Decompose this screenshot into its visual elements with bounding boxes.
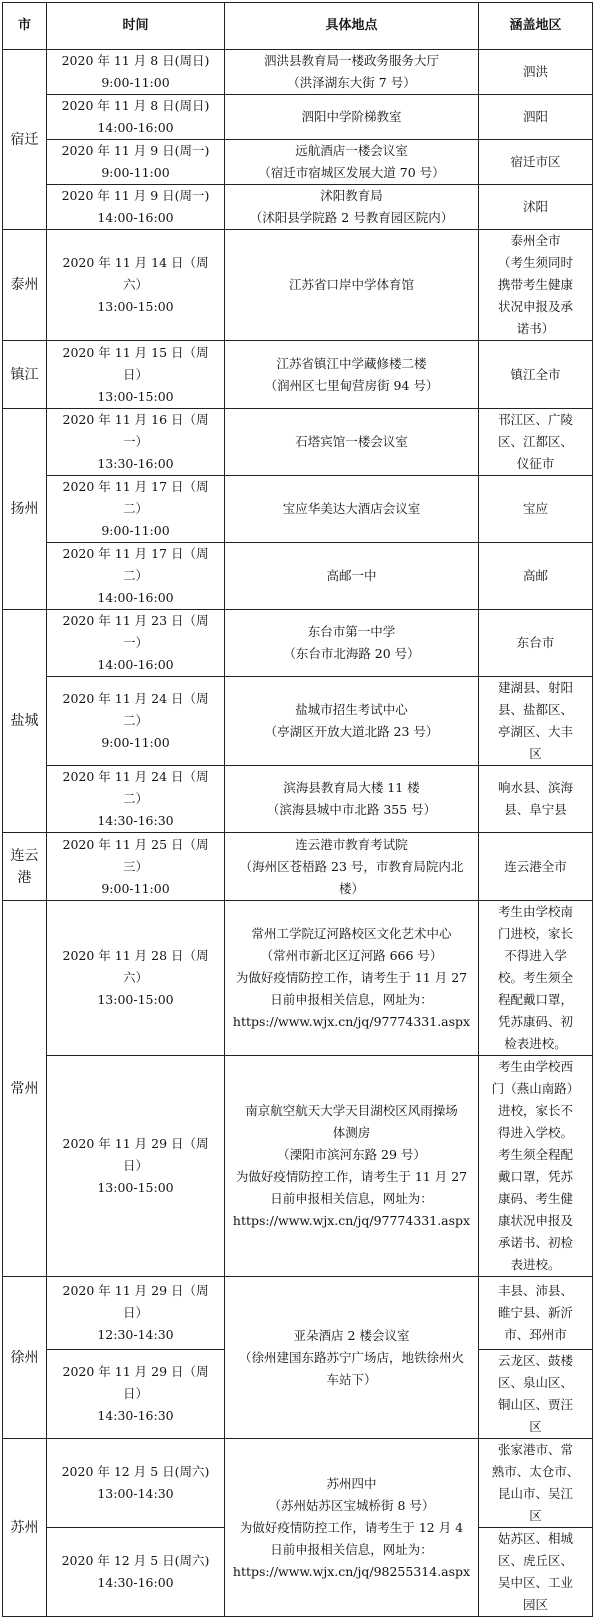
location-line: 日前申报相关信息，网址为：: [270, 1191, 433, 1206]
location-cell: [225, 677, 479, 766]
region-line: 区、泉山区、: [497, 1375, 573, 1390]
region-line: 得进入学校。: [497, 1125, 573, 1140]
location-line: 连云港市教育考试院: [295, 836, 408, 852]
table-row: [3, 476, 593, 543]
region-line: 状况申报及承: [497, 299, 573, 314]
time-line: 13:00-15:00: [97, 1180, 174, 1195]
table-row: [3, 95, 593, 140]
table-row: [3, 901, 593, 1056]
region-line: 县、阜宁县: [504, 802, 567, 817]
region-line: 睢宁县、新沂: [497, 1305, 573, 1320]
time-line: 14:30-16:30: [97, 813, 174, 828]
region-cell: [479, 1056, 593, 1277]
time-line: 一）: [122, 635, 148, 650]
location-line: 苏州四中: [326, 1475, 377, 1491]
time-line: 日）: [122, 1158, 148, 1173]
location-line: 石塔宾馆一楼会议室: [295, 434, 408, 449]
table-row: [3, 677, 593, 766]
time-cell: [47, 833, 225, 901]
schedule-table: [2, 2, 593, 1617]
region-line: 承诺书、初检: [497, 1235, 573, 1250]
location-line: （海州区苍梧路 23 号，市教育局院内北: [239, 858, 464, 874]
location-line: （苏州姑苏区宝城桥街 8 号）: [268, 1497, 435, 1513]
location-line: 车站下）: [326, 1371, 377, 1387]
location-line: 盐城市招生考试中心: [295, 702, 408, 717]
location-line: 江苏省镇江中学藏修楼二楼: [276, 355, 427, 371]
time-cell: [47, 677, 225, 766]
region-line: 表进校。: [510, 1257, 561, 1272]
region-cell: [479, 833, 593, 901]
region-cell: [479, 230, 593, 341]
region-line: 门进校，家长: [497, 926, 573, 941]
table-row: [3, 1056, 593, 1277]
region-cell: [479, 95, 593, 140]
time-line: 二）: [122, 791, 148, 806]
time-cell: [47, 1277, 225, 1350]
time-cell: [47, 341, 225, 409]
location-line: （常州市新北区辽河路 666 号）: [260, 948, 443, 963]
time-line: 六）: [122, 970, 148, 985]
time-line: 三）: [122, 858, 148, 874]
time-line: 二）: [122, 713, 148, 728]
region-line: 仪征市: [516, 456, 555, 471]
location-line: （沭阳县学院路 2 号教育园区院内）: [249, 210, 454, 225]
region-line: 东台市: [516, 635, 555, 650]
region-line: 诺书）: [516, 321, 555, 336]
location-cell: [225, 140, 479, 185]
region-line: 响水县、滨海: [497, 780, 573, 795]
region-cell: [479, 1277, 593, 1350]
region-line: 康状况申报及: [497, 1213, 573, 1228]
location-line: 楼）: [338, 880, 364, 896]
region-line: 云龙区、鼓楼: [497, 1353, 573, 1368]
location-line: 常州工学院辽河路校区文化艺术中心: [251, 926, 452, 941]
location-line: （润州区七里甸营房街 94 号）: [264, 377, 439, 393]
time-line: 2020 年 11 月 24 日（周: [62, 769, 209, 784]
time-line: 9:00-11:00: [101, 735, 170, 750]
time-cell: [47, 1439, 225, 1528]
location-line: 为做好疫情防控工作，请考生于 11 月 27: [235, 1169, 468, 1184]
time-line: 2020 年 12 月 5 日(周六): [61, 1553, 210, 1568]
region-line: 连云港全市: [504, 858, 567, 874]
region-cell: [479, 409, 593, 476]
time-cell: [47, 901, 225, 1056]
time-cell: [47, 610, 225, 677]
city-cell: 镇江: [3, 341, 47, 409]
region-line: 沭阳: [522, 199, 548, 214]
location-line: 日前申报相关信息，网址为：: [270, 992, 433, 1007]
location-line: 沭阳教育局: [320, 188, 383, 203]
location-line: （滨海县城中市北路 355 号）: [266, 802, 437, 817]
time-line: 14:30-16:00: [97, 1575, 174, 1590]
location-cell: [225, 185, 479, 230]
location-line: https://www.wjx.cn/jq/97774331.aspx: [232, 1014, 471, 1029]
time-cell: [47, 476, 225, 543]
location-line: 南京航空航天大学天目湖校区风雨操场: [245, 1103, 458, 1118]
city-cell: 扬州: [3, 409, 47, 610]
region-line: 园区: [522, 1597, 548, 1612]
table-row: [3, 610, 593, 677]
table-row: [3, 1439, 593, 1528]
region-cell: [479, 610, 593, 677]
time-line: 2020 年 11 月 25 日（周: [62, 836, 209, 852]
location-line: 为做好疫情防控工作，请考生于 12 月 4: [239, 1519, 464, 1535]
region-cell: [479, 1528, 593, 1617]
location-line: （东台市北海路 20 号）: [283, 646, 420, 661]
location-cell: [225, 1277, 479, 1439]
region-line: 戴口罩，凭苏: [497, 1169, 573, 1184]
region-cell: [479, 1439, 593, 1528]
table-row: [3, 766, 593, 833]
time-line: 14:00-16:00: [97, 657, 174, 672]
region-line: 昆山市、吴江: [497, 1486, 573, 1501]
region-line: 吴中区、工业: [497, 1575, 573, 1590]
region-line: 丰县、沛县、: [497, 1283, 573, 1298]
time-cell: [47, 50, 225, 95]
location-line: 体测房: [332, 1125, 371, 1140]
region-cell: [479, 341, 593, 409]
table-row: [3, 409, 593, 476]
time-cell: [47, 95, 225, 140]
time-line: 13:00-15:00: [97, 388, 174, 404]
time-line: 2020 年 11 月 17 日（周: [62, 479, 209, 494]
location-line: 泗洪县教育局一楼政务服务大厅: [263, 53, 439, 68]
header-city: 市: [3, 3, 47, 50]
region-line: 进校，家长不: [497, 1103, 573, 1118]
region-cell: [479, 543, 593, 610]
city-cell: 苏州: [3, 1439, 47, 1617]
table-body: [3, 50, 593, 1617]
time-line: 2020 年 11 月 24 日（周: [62, 691, 209, 706]
region-line: 康码、考生健: [497, 1191, 573, 1206]
city-cell: 徐州: [3, 1277, 47, 1439]
city-cell: 泰州: [3, 230, 47, 341]
time-line: 2020 年 12 月 5 日(周六): [61, 1464, 210, 1479]
table-row: [3, 341, 593, 409]
location-cell: [225, 901, 479, 1056]
time-cell: [47, 1056, 225, 1277]
time-line: 13:00-15:00: [97, 992, 174, 1007]
time-line: 9:00-11:00: [101, 880, 170, 896]
location-line: 东台市第一中学: [307, 624, 396, 639]
time-line: 二）: [122, 501, 148, 516]
location-cell: [225, 409, 479, 476]
time-line: 13:30-16:00: [97, 456, 174, 471]
city-cell: [3, 833, 47, 901]
region-line: 区、虎丘区、: [497, 1553, 573, 1568]
region-line: 区: [529, 746, 542, 761]
location-line: （亭湖区开放大道北路 23 号）: [264, 724, 439, 739]
time-line: 2020 年 11 月 29 日（周: [62, 1283, 209, 1298]
time-line: 一）: [122, 434, 148, 449]
region-line: 检表进校。: [504, 1036, 567, 1051]
location-cell: [225, 95, 479, 140]
location-cell: [225, 476, 479, 543]
location-line: 亚朵酒店 2 楼会议室: [293, 1327, 410, 1343]
time-line: 2020 年 11 月 9 日(周一): [61, 143, 210, 158]
region-cell: [479, 476, 593, 543]
time-cell: [47, 766, 225, 833]
region-line: 区: [529, 1508, 542, 1523]
city-line: 港: [17, 869, 32, 886]
time-line: 14:00-16:00: [97, 590, 174, 605]
time-cell: [47, 1528, 225, 1617]
header-location: 具体地点: [225, 3, 479, 50]
city-cell: 宿迁: [3, 50, 47, 230]
location-line: 为做好疫情防控工作，请考生于 11 月 27: [235, 970, 468, 985]
time-cell: [47, 1350, 225, 1439]
region-line: 建湖县、射阳: [497, 680, 573, 695]
time-line: 12:30-14:30: [97, 1327, 174, 1342]
table-row: [3, 50, 593, 95]
location-line: https://www.wjx.cn/jq/97774331.aspx: [232, 1213, 471, 1228]
location-line: https://www.wjx.cn/jq/98255314.aspx: [232, 1563, 471, 1579]
location-line: 远航酒店一楼会议室: [295, 143, 408, 158]
time-cell: [47, 140, 225, 185]
time-line: 2020 年 11 月 28 日（周: [62, 948, 209, 963]
region-line: 门（燕山南路）: [491, 1081, 580, 1096]
time-line: 2020 年 11 月 29 日（周: [62, 1364, 209, 1379]
time-line: 六）: [122, 277, 148, 292]
table-row: [3, 230, 593, 341]
region-line: 泗阳: [522, 109, 548, 124]
region-line: 铜山区、贾汪: [497, 1397, 573, 1412]
time-line: 9:00-11:00: [101, 523, 170, 538]
region-line: 高邮: [522, 568, 548, 583]
time-line: 2020 年 11 月 15 日（周: [62, 344, 209, 360]
time-cell: [47, 230, 225, 341]
region-cell: [479, 185, 593, 230]
location-cell: [225, 1056, 479, 1277]
region-line: 宿迁市区: [510, 154, 561, 169]
time-line: 13:00-14:30: [97, 1486, 174, 1501]
region-line: 校。考生须全: [497, 970, 573, 985]
header-time: 时间: [47, 3, 225, 50]
time-line: 9:00-11:00: [101, 75, 170, 90]
header-region: 涵盖地区: [479, 3, 593, 50]
time-cell: [47, 543, 225, 610]
location-line: （溧阳市滨河东路 29 号）: [277, 1147, 426, 1162]
region-line: 凭苏康码、初: [497, 1014, 573, 1029]
time-cell: [47, 185, 225, 230]
time-cell: [47, 409, 225, 476]
region-line: 携带考生健康: [497, 277, 573, 292]
time-line: 2020 年 11 月 17 日（周: [62, 546, 209, 561]
time-line: 2020 年 11 月 29 日（周: [62, 1136, 209, 1151]
region-cell: [479, 1350, 593, 1439]
location-cell: [225, 230, 479, 341]
table-row: [3, 185, 593, 230]
location-line: 滨海县教育局大楼 11 楼: [283, 780, 420, 795]
city-line: 连云: [10, 847, 39, 864]
time-line: 2020 年 11 月 14 日（周: [62, 255, 209, 270]
time-line: 日）: [122, 1305, 148, 1320]
header-row: [3, 3, 593, 50]
location-line: 高邮一中: [326, 568, 377, 583]
time-line: 日）: [122, 366, 148, 382]
time-line: 13:00-15:00: [97, 299, 174, 314]
region-line: 市、邳州市: [504, 1327, 567, 1342]
location-cell: [225, 543, 479, 610]
region-cell: [479, 901, 593, 1056]
location-line: 泗阳中学阶梯教室: [301, 109, 402, 124]
location-cell: [225, 1439, 479, 1617]
region-line: 程配戴口罩，: [497, 992, 573, 1007]
city-cell: 常州: [3, 901, 47, 1277]
table-row: [3, 1277, 593, 1350]
location-cell: [225, 341, 479, 409]
location-cell: [225, 610, 479, 677]
region-cell: [479, 50, 593, 95]
location-line: （洪泽湖东大街 7 号）: [287, 75, 416, 90]
region-line: 泗洪: [522, 64, 548, 79]
region-line: 姑苏区、相城: [497, 1531, 573, 1546]
region-line: 泰州全市: [510, 233, 561, 248]
time-line: 2020 年 11 月 23 日（周: [62, 613, 209, 628]
region-line: 亭湖区、大丰: [497, 724, 573, 739]
region-line: 宝应: [522, 501, 548, 516]
location-line: 日前申报相关信息，网址为：: [270, 1541, 433, 1557]
table-row: [3, 140, 593, 185]
region-line: 镇江全市: [510, 366, 561, 382]
location-line: 宝应华美达大酒店会议室: [282, 501, 421, 516]
region-line: 考生由学校西: [497, 1059, 573, 1074]
time-line: 2020 年 11 月 8 日(周日): [61, 98, 210, 113]
location-cell: [225, 766, 479, 833]
time-line: 2020 年 11 月 16 日（周: [62, 412, 209, 427]
region-line: 邗江区、广陵: [497, 412, 573, 427]
table-row: [3, 833, 593, 901]
region-line: 县、盐都区、: [497, 702, 573, 717]
time-line: 14:30-16:30: [97, 1408, 174, 1423]
region-cell: [479, 766, 593, 833]
region-line: 张家港市、常: [497, 1442, 573, 1457]
city-cell: 盐城: [3, 610, 47, 833]
location-cell: [225, 833, 479, 901]
location-line: （宿迁市宿城区发展大道 70 号）: [258, 165, 445, 180]
time-line: 日）: [122, 1386, 148, 1401]
region-cell: [479, 677, 593, 766]
region-line: （考生须同时: [497, 255, 573, 270]
region-line: 区、江都区、: [497, 434, 573, 449]
location-line: （徐州建国东路苏宁广场店，地铁徐州火: [238, 1349, 464, 1365]
time-line: 2020 年 11 月 8 日(周日): [61, 53, 210, 68]
region-line: 区: [529, 1419, 542, 1434]
time-line: 14:00-16:00: [97, 120, 174, 135]
region-line: 不得进入学: [504, 948, 567, 963]
location-line: 江苏省口岸中学体育馆: [288, 277, 414, 292]
region-line: 考生须全程配: [497, 1147, 573, 1162]
table-row: [3, 543, 593, 610]
time-line: 二）: [122, 568, 148, 583]
location-cell: [225, 50, 479, 95]
region-line: 熟市、太仓市、: [491, 1464, 580, 1479]
time-line: 2020 年 11 月 9 日(周一): [61, 188, 210, 203]
time-line: 14:00-16:00: [97, 210, 174, 225]
time-line: 9:00-11:00: [101, 165, 170, 180]
region-cell: [479, 140, 593, 185]
region-line: 考生由学校南: [497, 904, 573, 919]
